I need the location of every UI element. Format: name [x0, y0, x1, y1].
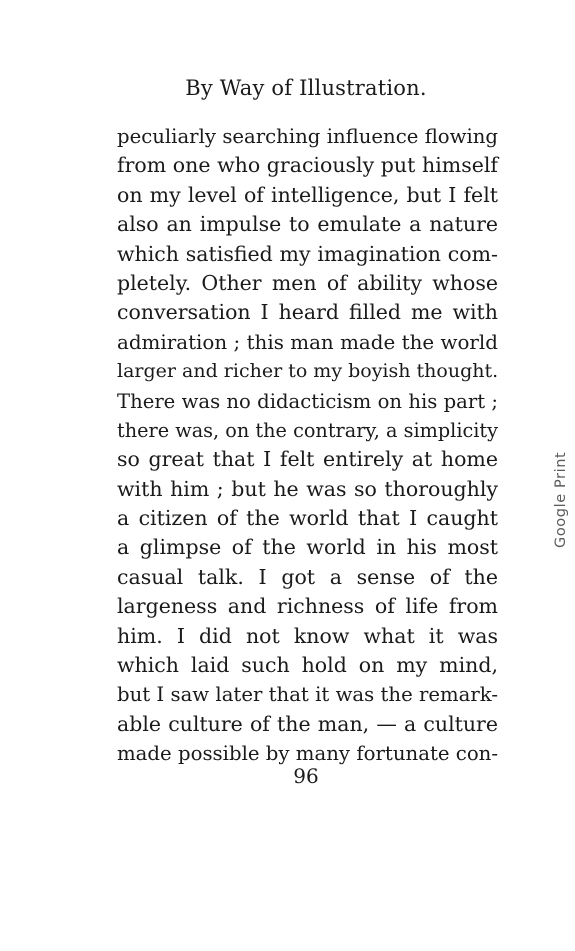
running-header: By Way of Illustration. [185, 76, 427, 100]
text-line: casual talk. I got a sense of the [117, 564, 498, 589]
text-line: but I saw later that it was the remark- [117, 683, 498, 707]
text-line: admiration ; this man made the world [117, 330, 498, 354]
text-line: which laid such hold on my mind, [117, 653, 498, 678]
text-line: which satisfied my imagination com- [117, 241, 498, 266]
text-line: able culture of the man, — a culture [117, 711, 498, 736]
text-line: also an impulse to emulate a nature [117, 212, 498, 237]
text-line: largeness and richness of life from [117, 594, 498, 619]
text-line: larger and richer to my boyish thought. [117, 360, 499, 383]
text-line: so great that I felt entirely at home [117, 447, 498, 472]
text-line: from one who graciously put himself [117, 153, 498, 178]
text-line: made possible by many fortunate con- [117, 742, 499, 766]
text-line: There was no didacticism on his part ; [117, 389, 498, 413]
text-line: on my level of intelligence, but I felt [117, 182, 498, 207]
text-line: a glimpse of the world in his most [117, 535, 498, 560]
body-text [117, 122, 498, 769]
text-line: a citizen of the world that I caught [117, 506, 498, 531]
text-line: conversation I heard filled me with [117, 300, 498, 325]
text-line: him. I did not know what it was [117, 623, 498, 648]
text-line: peculiarly searching influence flowing [117, 125, 498, 148]
google-print-watermark: Google Print [553, 451, 569, 548]
text-line: with him ; but he was so thoroughly [117, 476, 498, 501]
page-number: 96 [293, 764, 319, 788]
text-line: pletely. Other men of ability whose [117, 270, 498, 295]
text-line: there was, on the contrary, a simplicity [117, 418, 498, 442]
